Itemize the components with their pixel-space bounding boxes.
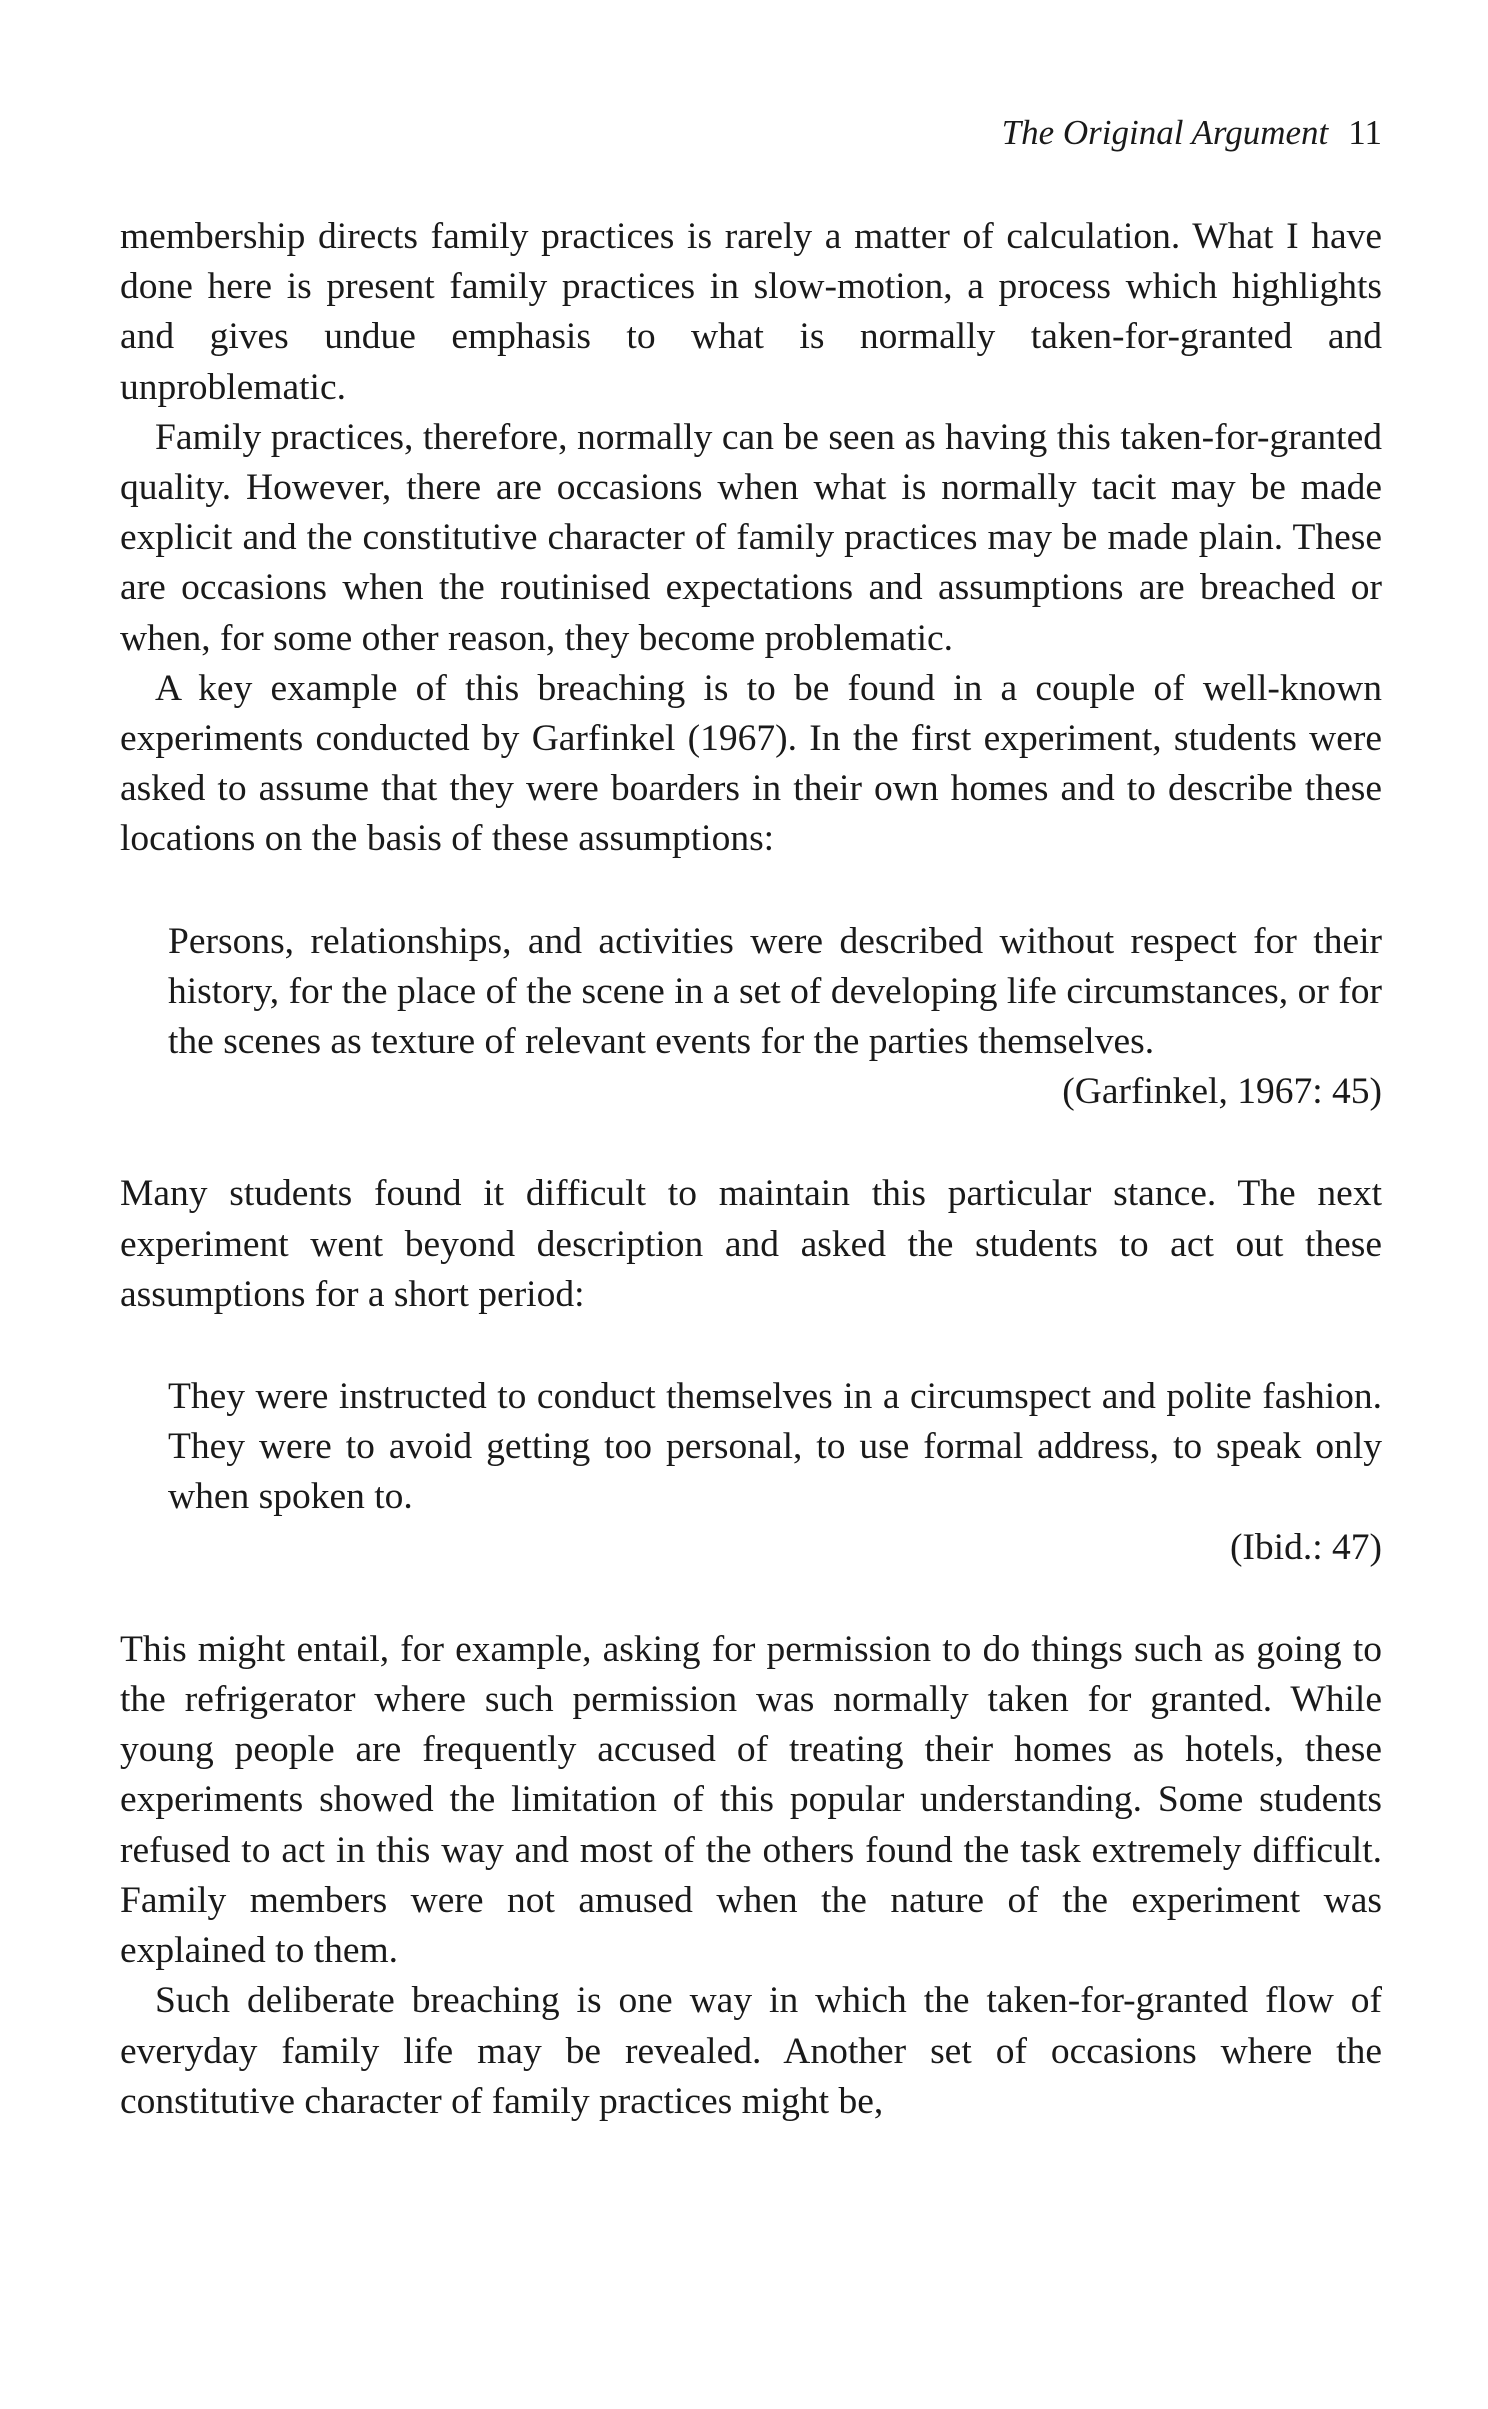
block-quote-1-citation: (Garfinkel, 1967: 45)	[1062, 1071, 1382, 1113]
running-title: The Original Argument	[1001, 113, 1329, 152]
page-number: 11	[1348, 113, 1382, 152]
block-quote-2-text: They were instructed to conduct themselves in a circumspect and polite fashion. They were to avoid getting too personal, to use formal address, to speak only when spoken to.	[168, 1376, 1382, 1518]
paragraph-1: membership directs family practices is rarely a matter of calculation. What I have done here is present family practices in slow-motion, a process which highlights and gives undue emphasis to what is normally taken-for-granted and unproblematic.	[120, 216, 1382, 408]
paragraph-4: Many students found it difficult to maintain this particular stance. The next experiment went beyond description and asked the students to act out these assumptions for a short period:	[120, 1173, 1382, 1315]
block-quote-1-text: Persons, relationships, and activities were described without respect for their history, for the place of the scene in a set of developing life circumstances, or for the scenes as texture of relevant events for the parties themselves.	[168, 920, 1382, 1063]
paragraph-2: Family practices, therefore, normally can be seen as having this taken-for-granted quality. However, there are occasions when what is normally tacit may be made explicit and the constitutive character of family practices may be made plain. These are occasions when the routinised expectations and assumptions are breached or when, for some other reason, they become problematic.	[120, 416, 1382, 659]
body-text	[120, 212, 1382, 2127]
paragraph-5: This might entail, for example, asking for permission to do things such as going to the refrigerator where such permission was normally taken for granted. While young people are frequently accused of treating their homes as hotels, these experiments showed the limitation of this popular understanding. Some students refused to act in this way and most of the others found the task extremely difficult. Family members were not amused when the nature of the experiment was explained to them.	[120, 1628, 1382, 1972]
paragraph-6: Such deliberate breaching is one way in which the taken-for-granted flow of everyday family life may be revealed. Another set of occasions where the constitutive character of family practices might be,	[120, 1980, 1382, 2122]
running-header	[120, 108, 1382, 158]
block-quote-1	[168, 917, 1382, 1118]
block-quote-2-citation: (Ibid.: 47)	[1229, 1526, 1382, 1568]
paragraph-3: A key example of this breaching is to be found in a couple of well-known experiments conducted by Garfinkel (1967). In the first experiment, students were asked to assume that they were boarders in their own homes and to describe these locations on the basis of these assumptions:	[120, 667, 1382, 860]
block-quote-2	[168, 1372, 1382, 1573]
